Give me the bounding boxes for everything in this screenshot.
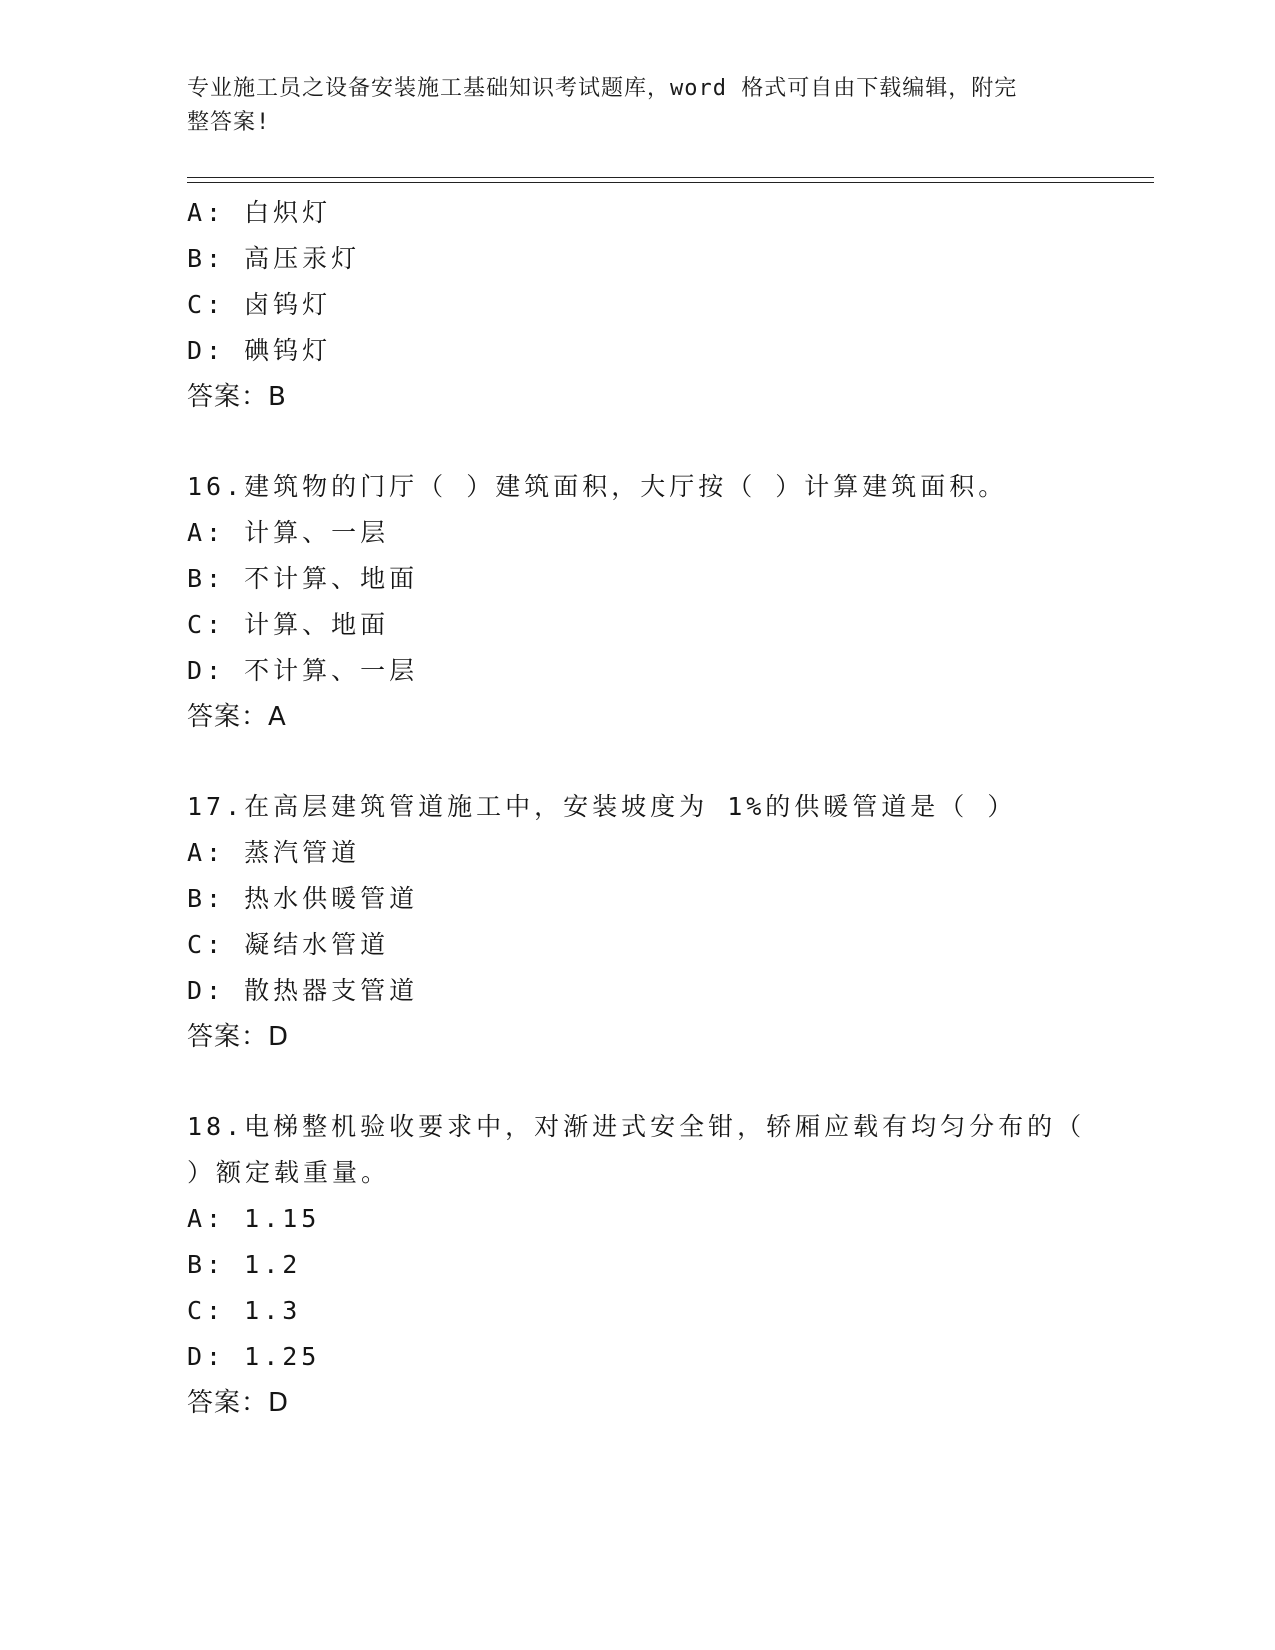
option-d: D: 1.25 [187, 1342, 321, 1371]
document-header [187, 72, 1087, 140]
question-15 [187, 190, 1147, 420]
question-list [187, 190, 1147, 1426]
option-c: C: 凝结水管道 [187, 930, 390, 959]
question-17 [187, 784, 1147, 1060]
option-a: A: 白炽灯 [187, 198, 332, 227]
option-a: A: 1.15 [187, 1204, 321, 1233]
question-text: 16.建筑物的门厅（ ）建筑面积，大厅按（ ）计算建筑面积。 [187, 472, 1008, 501]
option-a: A: 蒸汽管道 [187, 838, 361, 867]
answer: 答案：B [187, 382, 287, 412]
question-18 [187, 1104, 1147, 1426]
option-d: D: 不计算、一层 [187, 656, 419, 685]
option-c: C: 计算、地面 [187, 610, 390, 639]
answer: 答案：D [187, 1388, 290, 1418]
option-b: B: 不计算、地面 [187, 564, 419, 593]
option-d: D: 散热器支管道 [187, 976, 419, 1005]
spacer [187, 420, 1147, 464]
header-line-1: 专业施工员之设备安装施工基础知识考试题库，word 格式可自由下载编辑，附完 [187, 76, 1018, 101]
option-c: C: 1.3 [187, 1296, 302, 1325]
header-line-2: 整答案! [187, 110, 271, 135]
option-a: A: 计算、一层 [187, 518, 390, 547]
header-divider-top [187, 177, 1154, 178]
spacer [187, 1060, 1147, 1104]
header-divider-bottom [187, 182, 1154, 183]
spacer [187, 740, 1147, 784]
option-c: C: 卤钨灯 [187, 290, 332, 319]
answer: 答案：D [187, 1022, 290, 1052]
question-text: 17.在高层建筑管道施工中，安装坡度为 1%的供暖管道是（ ） [187, 792, 1017, 821]
question-text-line-2: ）额定载重量。 [187, 1158, 391, 1187]
question-16 [187, 464, 1147, 740]
option-b: B: 热水供暖管道 [187, 884, 419, 913]
option-b: B: 1.2 [187, 1250, 302, 1279]
option-b: B: 高压汞灯 [187, 244, 361, 273]
option-d: D: 碘钨灯 [187, 336, 332, 365]
question-text-line-1: 18.电梯整机验收要求中，对渐进式安全钳，轿厢应载有均匀分布的（ [187, 1112, 1086, 1141]
answer: 答案：A [187, 702, 287, 732]
